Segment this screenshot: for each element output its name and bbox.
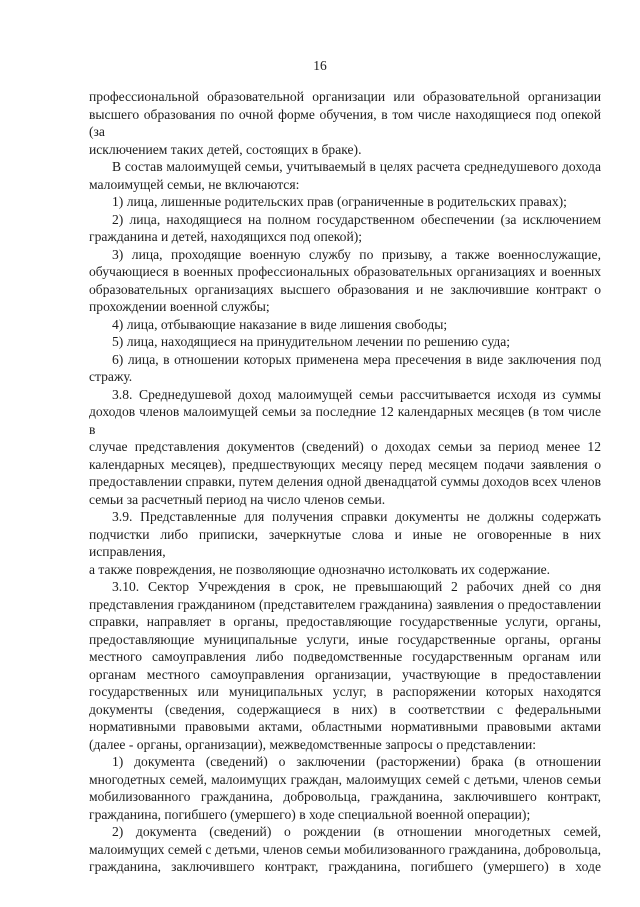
text-line: справки, направляет в органы, предоставляющие государственные услуги, органы, [89, 614, 601, 629]
text-line: многодетных семей, малоимущих граждан, малоимущих семей с детьми, членов семьи [89, 771, 601, 787]
text-line: исключением таких детей, состоящих в браке). [89, 141, 362, 157]
text-line: малоимущей семьи, не включаются: [89, 176, 300, 192]
paragraph [89, 88, 601, 158]
text-line: 3.9. Представленные для получения справки документы не должны содержать [112, 509, 601, 524]
text-line: семьи за расчетный период на число членов семьи. [89, 491, 386, 507]
text-line: государственных или муниципальных услуг, в распоряжении которых находятся [89, 684, 601, 699]
text-line: 2) лица, находящиеся на полном государственном обеспечении (за исключением [112, 211, 601, 227]
paragraph [89, 753, 601, 823]
text-line: 2) документа (сведений) о рождении (в отношении многодетных семей, [112, 824, 601, 839]
text-line: высшего образования по очной форме обучения, в том числе находящиеся под опекой (за [89, 106, 601, 139]
text-line: случае представления документов (сведений) о доходах семьи за период менее 12 [89, 439, 601, 454]
text-line: прохождении военной службы; [89, 299, 270, 314]
text-line: 3.8. Среднедушевой доход малоимущей семьи рассчитывается исходя из суммы [112, 386, 601, 402]
text-line: профессиональной образовательной организации или образовательной организации [89, 89, 601, 104]
text-line: 3) лица, проходящие военную службу по призыву, а также военнослужащие, [112, 246, 601, 262]
text-line: предоставляющие муниципальные услуги, иные государственные органы, органы [89, 631, 601, 647]
paragraph [89, 351, 601, 386]
text-line: обучающиеся в военных профессиональных образовательных организациях и военных [89, 264, 601, 279]
text-line: (далее - органы, организации), межведомственные запросы о представлении: [89, 736, 537, 752]
text-line: 1) лица, лишенные родительских прав (ограниченные в родительских правах); [112, 194, 567, 209]
text-line: представления гражданином (представителем гражданина) заявления о предоставлении [89, 596, 601, 612]
paragraph [89, 316, 601, 334]
text-line: 1) документа (сведений) о заключении (расторжении) брака (в отношении [112, 754, 601, 769]
page-number: 16 [313, 58, 327, 73]
paragraph [89, 578, 601, 753]
text-line: нормативными правовыми актами, областными нормативными правовыми актами [89, 719, 601, 734]
text-line: гражданина, заключившего контракт, гражданина, погибшего (умершего) в ходе [89, 859, 601, 874]
text-line: подчистки либо приписки, зачеркнутые слова и иные не оговоренные в них исправления, [89, 526, 601, 559]
text-line: органам местного самоуправления организации, участвующие в предоставлении [89, 666, 601, 682]
text-line: 5) лица, находящиеся на принудительном лечении по решению суда; [112, 334, 511, 349]
text-line: 4) лица, отбывающие наказание в виде лишения свободы; [112, 316, 448, 332]
paragraph [89, 211, 601, 246]
paragraph [89, 158, 601, 193]
text-line: а также повреждения, не позволяющие однозначно истолковать их содержание. [89, 561, 551, 577]
paragraph [89, 508, 601, 578]
text-line: 6) лица, в отношении которых применена мера пресечения в виде заключения под [112, 351, 601, 367]
text-line: гражданина и детей, находящихся под опекой); [89, 229, 363, 244]
text-line: гражданина, погибшего (умершего) в ходе специальной военной операции); [89, 806, 531, 822]
text-line: образовательных организациях высшего образования и не заключившие контракт о [89, 281, 601, 297]
paragraph [89, 333, 601, 351]
text-line: местного самоуправления либо подведомственные государственным органам или [89, 649, 601, 664]
text-line: В состав малоимущей семьи, учитываемый в целях расчета среднедушевого дохода [112, 159, 601, 174]
text-line: предоставлении справки, путем деления одной двенадцатой суммы доходов всех членов [89, 474, 601, 489]
text-line: доходов членов малоимущей семьи за последние 12 календарных месяцев (в том числе в [89, 404, 601, 437]
text-line: документы (сведения, содержащиеся в них) в соответствии с федеральными [89, 701, 601, 717]
text-line: мобилизованного гражданина, добровольца, гражданина, заключившего контракт, [89, 789, 601, 804]
paragraph [89, 823, 601, 876]
paragraph [89, 386, 601, 509]
paragraph [89, 246, 601, 316]
document-body [89, 88, 601, 876]
text-line: календарных месяцев), предшествующих месяцу перед месяцем подачи заявления о [89, 456, 601, 472]
text-line: 3.10. Сектор Учреждения в срок, не превышающий 2 рабочих дней со дня [112, 579, 601, 594]
text-line: малоимущих семей с детьми, членов семьи мобилизованного гражданина, добровольца, [89, 841, 601, 857]
paragraph [89, 193, 601, 211]
text-line: стражу. [89, 369, 133, 384]
